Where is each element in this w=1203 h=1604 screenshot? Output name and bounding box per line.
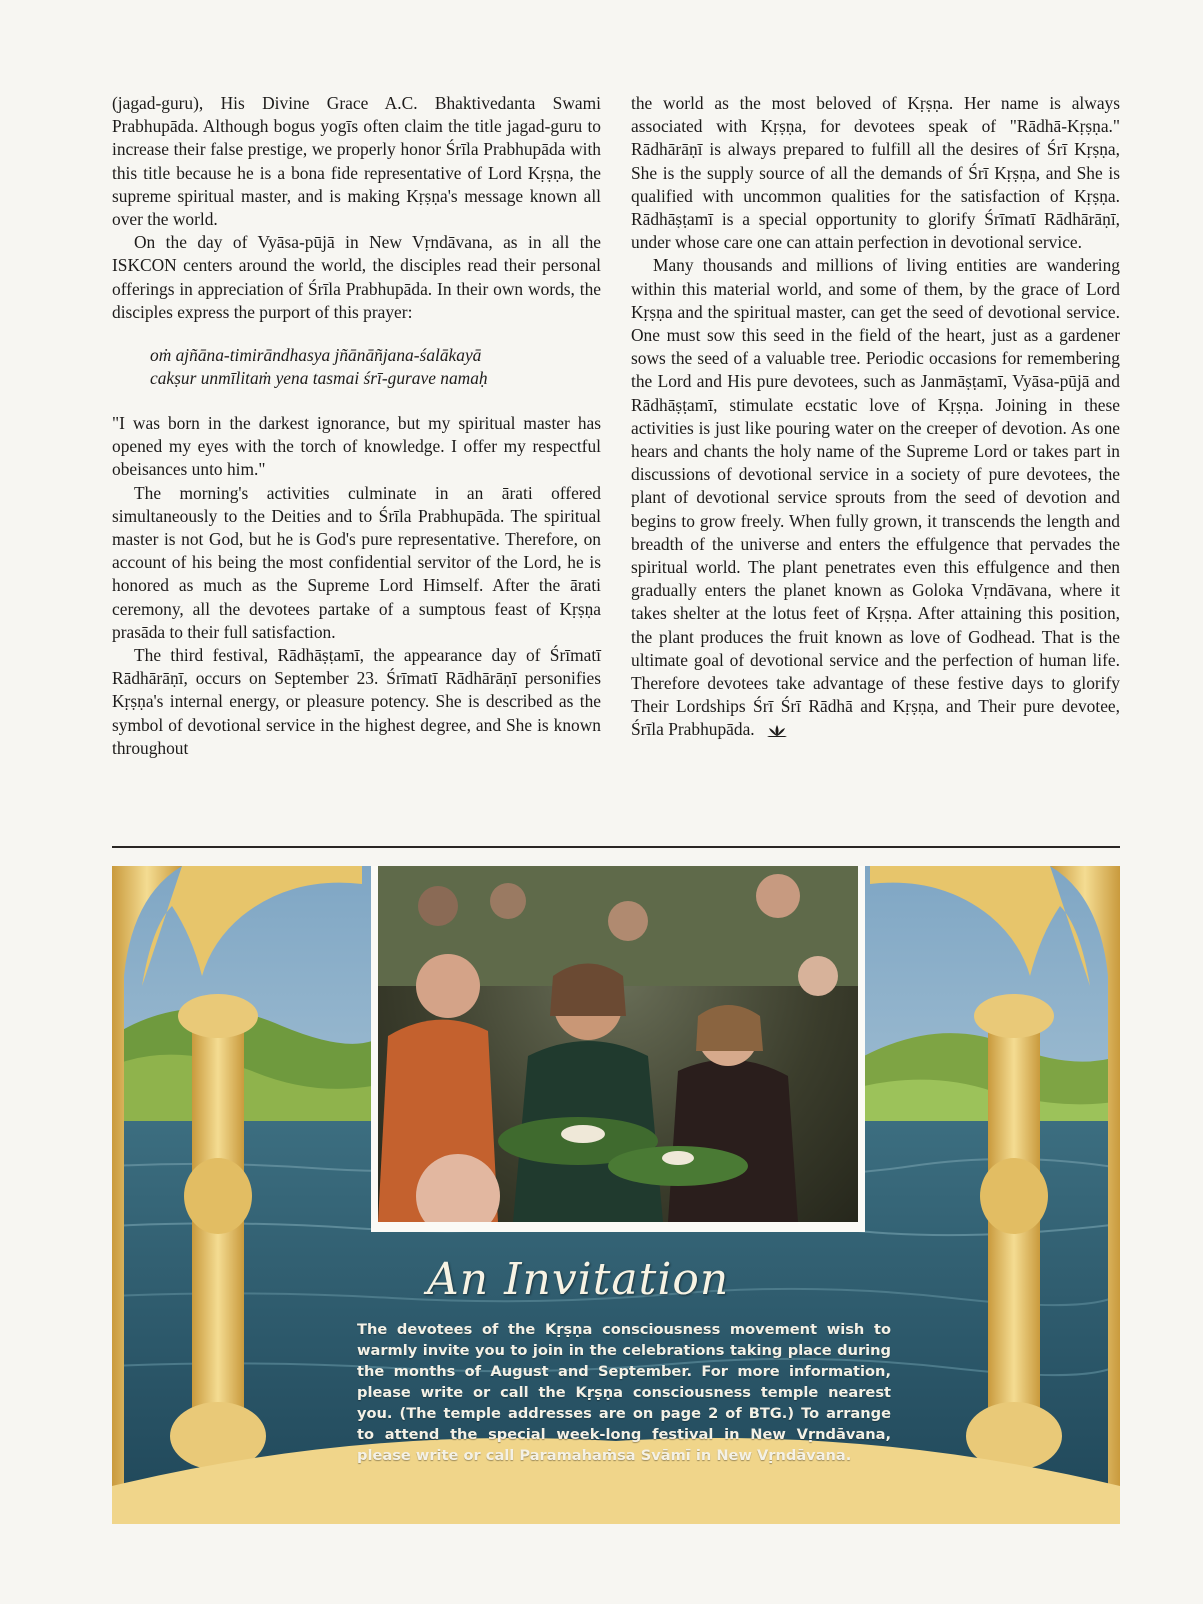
verse-line: cakṣur unmīlitaṁ yena tasmai śrī-gurave namaḥ: [150, 368, 488, 389]
paragraph: The third festival, Rādhāṣṭamī, the appearance day of Śrīmatī Rādhārāṇī, occurs on September 23. Śrīmatī Rādhārāṇī personifies Kṛṣṇa's internal energy, or pleasure potency. She is described as the symbol of devotional service in the highest degree, and She is known throughout: [112, 645, 601, 758]
paragraph-text: Many thousands and millions of living entities are wandering within this material world, and some of them, by the grace of Lord Kṛṣṇa and the spiritual master, can get the seed of devotional service. One must sow this seed in the field of the heart, just as a gardener sows the seed of a valuable tree. Periodic occasions for remembering the Lord and His pure devotees, such as Janmāṣṭamī, Vyāsa-pūjā and Rādhāṣṭamī, stimulate ecstatic love of Kṛṣṇa. Joining in these activities is just like pouring water on the creeper of devotion. As one hears and chants the holy name of the Supreme Lord or takes part in discussions of devotional service in a society of pure devotees, the plant of devotional service sprouts from the seed of devotion and begins to grow freely. When fully grown, it transcends the length and breadth of the universe and enters the effulgence that pervades the spiritual world. The plant penetrates even this effulgence and then gradually enters the planet known as Goloka Vṛndāvana, where it takes shelter at the lotus feet of Kṛṣṇa. After attaining this position, the plant produces the fruit known as love of Godhead. That is the ultimate goal of devotional service and the perfection of human life. Therefore devotees take advantage of these festive days to glorify Their Lordships Śrī Śrī Rādhā and Kṛṣṇa, and Their pure devotee, Śrīla Prabhupāda.: [631, 255, 1120, 740]
paragraph: [631, 254, 1120, 741]
invitation-body: The devotees of the Kṛṣṇa consciousness movement wish to warmly invite you to join in the celebrations taking place during the months of August and September. For more information, please write or call the Kṛṣṇa consciousness temple nearest you. (The temple addresses are on page 2 of BTG.) To arrange to attend the special week-long festival in New Vṛndāvana, please write or call Paramahaṁsa Svāmī in New Vṛndāvana.: [357, 1321, 891, 1464]
devotees-feast-photo: [378, 866, 858, 1222]
paragraph: "I was born in the darkest ignorance, but my spiritual master has opened my eyes with the torch of knowledge. I offer my respectful obeisances unto him.": [112, 413, 601, 480]
right-column: [631, 92, 1120, 742]
festival-photo: [371, 866, 865, 1232]
verse-line: oṁ ajñāna-timirāndhasya jñānāñjana-śalākayā: [150, 345, 482, 366]
sanskrit-verse: [112, 344, 601, 390]
section-divider: [112, 846, 1120, 848]
invitation-title: An Invitation: [427, 1254, 730, 1305]
invitation-illustration: [112, 866, 1120, 1524]
paragraph: The morning's activities culminate in an ārati offered simultaneously to the Deities and to Śrīla Prabhupāda. The spiritual master is not God, but he is God's pure representative. Therefore, on account of his being the most confidential servitor of the Lord, he is honored as much as the Supreme Lord Himself. After the ārati ceremony, all the devotees partake of a sumptous feast of Kṛṣṇa prasāda to their full satisfaction.: [112, 482, 601, 642]
photo-image: [378, 866, 858, 1222]
paragraph: (jagad-guru), His Divine Grace A.C. Bhaktivedanta Swami Prabhupāda. Although bogus yogīs often claim the title jagad-guru to increase their false prestige, we properly honor Śrīla Prabhupāda with this title because he is a bona fide representative of Lord Kṛṣṇa, the supreme spiritual master, and is making Kṛṣṇa's message known all over the world.: [112, 93, 601, 230]
left-column: [112, 92, 601, 760]
paragraph: the world as the most beloved of Kṛṣṇa. Her name is always associated with Kṛṣṇa, for devotees speak of "Rādhā-Kṛṣṇa." Rādhārāṇī is always prepared to fulfill all the desires of Śrī Kṛṣṇa, She is the supply source of all the demands of Śrī Kṛṣṇa, and She is qualified with uncommon qualities for the satisfaction of Kṛṣṇa. Rādhāṣṭamī is a special opportunity to glorify Śrīmatī Rādhārāṇī, under whose care one can attain perfection in devotional service.: [631, 93, 1120, 253]
paragraph: On the day of Vyāsa-pūjā in New Vṛndāvana, as in all the ISKCON centers around the world, the disciples read their personal offerings in appreciation of Śrīla Prabhupāda. In their own words, the disciples express the purport of this prayer:: [112, 232, 601, 322]
lotus-end-mark-icon: [765, 724, 789, 738]
